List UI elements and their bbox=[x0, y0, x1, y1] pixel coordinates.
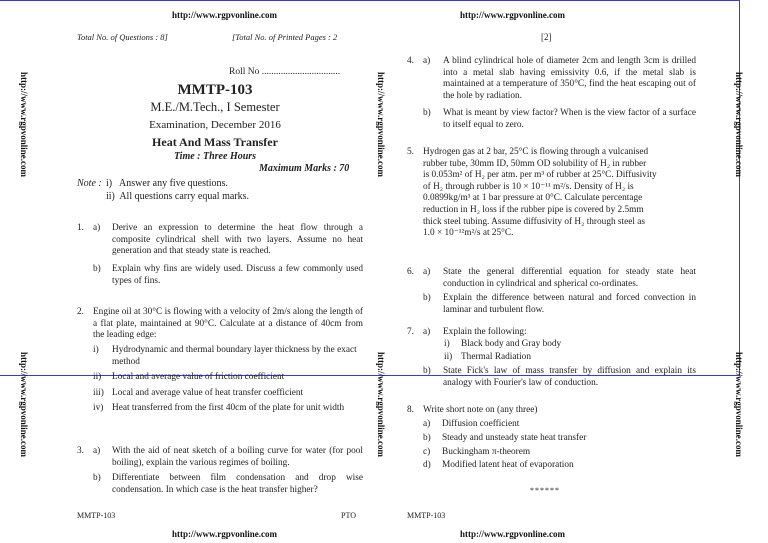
exam-session: Examination, December 2016 bbox=[149, 119, 281, 131]
watermark-vertical-mid-1: http://www.rgpvonline.com bbox=[376, 72, 386, 178]
question-number: 2. bbox=[77, 307, 84, 317]
question-7b bbox=[407, 366, 699, 392]
left-footer-pto: PTO bbox=[341, 511, 356, 520]
part-text: State Fick's law of mass transfer by diffusion and explain its analogy with Fourier's law of conduction. bbox=[443, 366, 696, 388]
q5-line: of H₂ through rubber is 10 × 10⁻¹¹ m²/s. Density of H₂ is bbox=[423, 181, 634, 192]
item-text: Local and average value of heat transfer coefficient bbox=[112, 388, 304, 398]
page-number: [2] bbox=[541, 32, 552, 42]
question-number: 3. bbox=[77, 446, 84, 456]
note-2: ii) All questions carry equal marks. bbox=[106, 191, 250, 202]
subject-title: Heat And Mass Transfer bbox=[152, 135, 278, 149]
question-number: 4. bbox=[407, 56, 414, 66]
part-text: Explain the following: bbox=[443, 327, 527, 337]
part-label: b) bbox=[93, 473, 101, 483]
q5-line: rubber tube, 30mm ID, 50mm OD solubility of H₂ in rubber bbox=[423, 158, 647, 169]
part-text: Differentiate between film condensation and drop wise condensation. In which case is the heat transfer higher? bbox=[112, 473, 363, 495]
time-allowed: Time : Three Hours bbox=[173, 151, 257, 162]
part-text: What is meant by view factor? When is the view factor of a surface to itself equal to zero. bbox=[443, 108, 696, 130]
question-5 bbox=[407, 147, 699, 247]
watermark-bottom-right: http://www.rgpvonline.com bbox=[460, 529, 566, 539]
part-text: A blind cylindrical hole of diameter 2cm and length 3cm is drilled into a metal slab having emissivity 0.6, if the metal slab is maintained at a temperature of 350°C, find the heat escaping out of the hole by radiation. bbox=[443, 56, 696, 101]
note-1: i) Answer any five questions. bbox=[106, 178, 228, 189]
question-2 bbox=[77, 307, 367, 347]
item-text: Local and average value of friction coefficient bbox=[112, 372, 285, 382]
item-text: Thermal Radiation bbox=[461, 352, 531, 362]
frame-right-line bbox=[739, 0, 740, 376]
question-3b bbox=[77, 473, 367, 499]
question-number: 6. bbox=[407, 267, 414, 277]
item-label: c) bbox=[423, 447, 431, 457]
roll-no: Roll No ................................. bbox=[229, 67, 341, 77]
part-text: State the general differential equation for steady state heat conduction in cylindrical and spherical co-ordinates. bbox=[443, 267, 696, 289]
question-8 bbox=[407, 405, 699, 419]
question-text: Write short note on (any three) bbox=[423, 405, 538, 415]
paper-code: MMTP-103 bbox=[177, 82, 253, 98]
item-text: Black body and Gray body bbox=[461, 339, 562, 349]
part-label: a) bbox=[93, 446, 101, 456]
question-3 bbox=[77, 446, 367, 472]
q5-line: Hydrogen gas at 2 bar, 25°C is flowing through a vulcanised bbox=[423, 147, 649, 157]
part-label: a) bbox=[93, 223, 101, 233]
part-text: Explain why fins are widely used. Discuss a few commonly used types of fins. bbox=[112, 264, 363, 286]
part-text: Derive an expression to determine the heat flow through a composite cylindrical shell with two layers. Assume no heat generation and that steady state is reached. bbox=[112, 223, 363, 257]
watermark-vertical-mid-2: http://www.rgpvonline.com bbox=[376, 352, 386, 458]
right-footer-code: MMTP-103 bbox=[407, 511, 446, 520]
item-label: ii) bbox=[93, 372, 102, 382]
q5-line: 0.0899kg/m³ at 1 bar pressure at 0°C. Calculate percentage bbox=[423, 193, 643, 204]
watermark-vertical-left-2: http://www.rgpvonline.com bbox=[19, 352, 29, 458]
question-6b bbox=[407, 293, 699, 319]
part-text: With the aid of neat sketch of a boiling curve for water (for pool boiling), explain the various regimes of boiling. bbox=[112, 446, 363, 468]
q5-line: thick steel tubing. Assume diffusivity of H₂ through steel as bbox=[423, 216, 646, 227]
question-6 bbox=[407, 267, 699, 293]
left-footer-code: MMTP-103 bbox=[77, 511, 116, 520]
item-text: Hydrodynamic and thermal boundary layer thickness by the exact method bbox=[112, 345, 357, 367]
item-label: iv) bbox=[93, 403, 104, 413]
item-label: b) bbox=[423, 433, 431, 443]
q5-text bbox=[423, 147, 697, 240]
total-pages: [Total No. of Printed Pages : 2 bbox=[232, 32, 338, 42]
watermark-vertical-right-1: http://www.rgpvonline.com bbox=[734, 72, 744, 178]
item-label: iii) bbox=[93, 388, 104, 398]
item-label: ii) bbox=[444, 352, 453, 362]
item-label: i) bbox=[93, 345, 99, 355]
note-label: Note : bbox=[77, 178, 102, 189]
item-label: d) bbox=[423, 460, 431, 470]
part-label: a) bbox=[423, 56, 431, 66]
item-text: Modified latent heat of evaporation bbox=[442, 460, 574, 470]
watermark-vertical-left-1: http://www.rgpvonline.com bbox=[19, 72, 29, 178]
question-1b bbox=[77, 264, 367, 294]
frame-top-line bbox=[0, 0, 740, 1]
end-stars: ****** bbox=[530, 486, 560, 495]
question-number: 5. bbox=[407, 147, 414, 157]
question-4 bbox=[407, 56, 699, 116]
part-label: b) bbox=[423, 108, 431, 118]
question-number: 8. bbox=[407, 405, 414, 415]
item-text: Heat transferred from the first 40cm of the plate for unit width bbox=[112, 403, 345, 413]
question-text: Engine oil at 30°C is flowing with a velocity of 2m/s along the length of a flat plate, maintained at 90°C. Calculate at a distance of 40cm from the leading edge: bbox=[93, 307, 363, 341]
item-text: Buckingham π-theorem bbox=[442, 447, 531, 457]
question-number: 7. bbox=[407, 327, 414, 337]
total-questions: Total No. of Questions : 8] bbox=[77, 32, 168, 42]
part-text: Explain the difference between natural and forced convection in laminar and turbulent flow. bbox=[443, 293, 696, 315]
item-label: i) bbox=[444, 339, 450, 349]
watermark-vertical-right-2: http://www.rgpvonline.com bbox=[734, 352, 744, 458]
watermark-bottom-left: http://www.rgpvonline.com bbox=[172, 529, 278, 539]
part-label: b) bbox=[423, 366, 431, 376]
part-label: a) bbox=[423, 267, 431, 277]
q5-line: is 0.053m² of H₂ per atm. per m³ of rubber at 25°C. Diffusivity bbox=[423, 170, 657, 181]
watermark-top-left: http://www.rgpvonline.com bbox=[172, 10, 278, 20]
item-text: Steady and unsteady state heat transfer bbox=[442, 433, 587, 443]
watermark-top-right: http://www.rgpvonline.com bbox=[460, 10, 566, 20]
part-label: b) bbox=[93, 264, 101, 274]
part-label: a) bbox=[423, 327, 431, 337]
q5-line: 1.0 × 10⁻¹²m²/s at 25°C. bbox=[423, 228, 514, 239]
course-name: M.E./M.Tech., I Semester bbox=[150, 100, 280, 114]
q5-line: reduction in H₂ loss if the rubber pipe is covered by 2.5mm bbox=[423, 204, 644, 215]
max-marks: Maximum Marks : 70 bbox=[259, 163, 350, 174]
question-4b bbox=[407, 108, 699, 134]
item-label: a) bbox=[423, 419, 431, 429]
question-number: 1. bbox=[77, 223, 84, 233]
part-label: b) bbox=[423, 293, 431, 303]
item-text: Diffusion coefficient bbox=[442, 419, 520, 429]
